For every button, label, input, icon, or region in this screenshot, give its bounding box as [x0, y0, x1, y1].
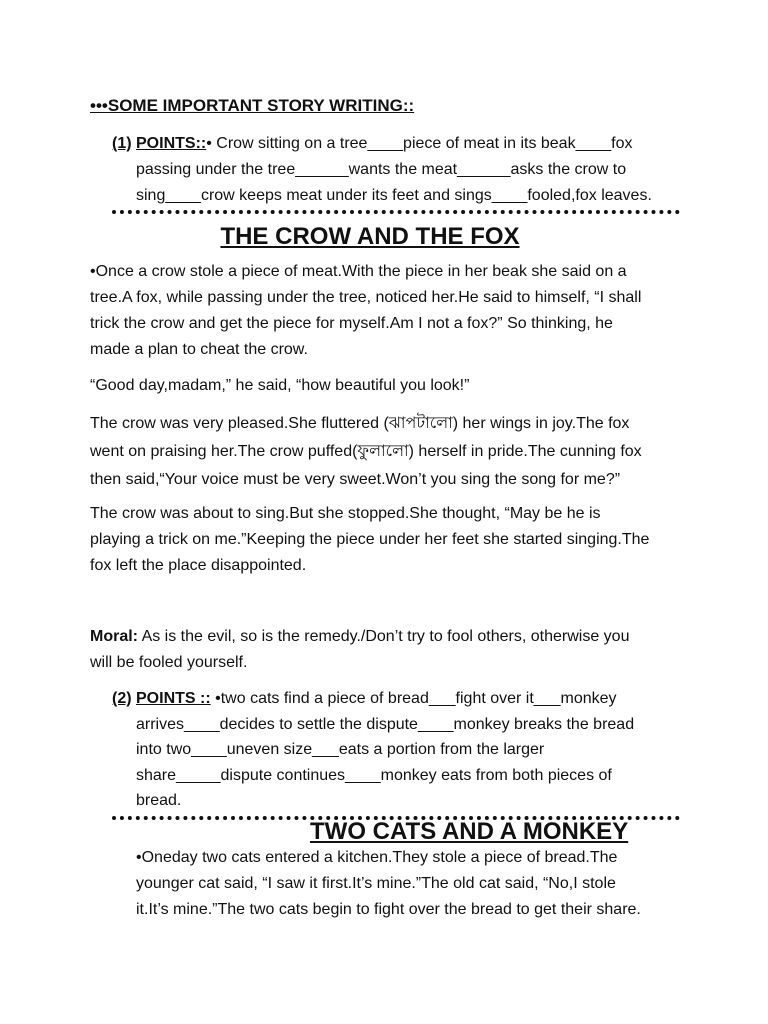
moral-line: will be fooled yourself. [90, 654, 248, 671]
points-number: (2) [112, 690, 132, 707]
points-label: POINTS:: [136, 135, 207, 152]
points-number: (1) [112, 135, 132, 152]
story-paragraph [90, 501, 680, 579]
paragraph-line: playing a trick on me.”Keeping the piece under her feet she started singing.The [90, 531, 650, 548]
paragraph-line: •Oneday two cats entered a kitchen.They stole a piece of bread.The [136, 849, 618, 866]
points-label: POINTS :: [136, 690, 211, 707]
paragraph-line: The crow was about to sing.But she stopped.She thought, “May be he is [90, 505, 601, 522]
points-line: passing under the tree______wants the meat______asks the crow to [136, 161, 627, 178]
paragraph-line: fox left the place disappointed. [90, 557, 307, 574]
story-paragraph [90, 259, 680, 363]
paragraph-line: younger cat said, “I saw it first.It’s mine.”The old cat said, “No,I stole [136, 875, 616, 892]
points-line [112, 686, 682, 712]
paragraph-line: The crow was very pleased.She fluttered (ঝাপটালো) her wings in joy.The fox [90, 415, 630, 432]
moral-paragraph [90, 624, 680, 676]
points-block-2 [112, 686, 682, 814]
paragraph-line: “Good day,madam,” he said, “how beautiful you look!” [90, 377, 470, 394]
paragraph-line: made a plan to cheat the crow. [90, 341, 308, 358]
page-heading: •••SOME IMPORTANT STORY WRITING:: [90, 96, 415, 115]
moral-line [90, 624, 680, 650]
moral-text: As is the evil, so is the remedy./Don’t try to fool others, otherwise you [138, 628, 630, 645]
points-line [112, 131, 682, 157]
paragraph-line: it.It’s mine.”The two cats begin to fight over the bread to get their share. [136, 901, 641, 918]
paragraph-line: went on praising her.The crow puffed(ফুলালো) herself in pride.The cunning fox [90, 443, 642, 460]
story-title: THE CROW AND THE FOX [220, 223, 520, 250]
points-line: share_____dispute continues____monkey eats from both pieces of [136, 766, 612, 784]
story-title: TWO CATS AND A MONKEY [310, 818, 629, 845]
points-text: • Crow sitting on a tree____piece of meat in its beak____fox [206, 135, 633, 152]
story-paragraph [90, 373, 680, 399]
dotted-divider [112, 210, 680, 214]
story-paragraph [136, 845, 696, 923]
points-line: bread. [136, 792, 182, 809]
points-text: •two cats find a piece of bread___fight over it___monkey [210, 690, 617, 707]
points-block-1 [112, 131, 682, 209]
points-line: into two____uneven size___eats a portion from the larger [136, 741, 545, 758]
paragraph-line: tree.A fox, while passing under the tree, noticed her.He said to himself, “I shall [90, 289, 642, 306]
points-line: sing____crow keeps meat under its feet and sings____fooled,fox leaves. [136, 187, 652, 204]
moral-label: Moral: [90, 628, 138, 645]
paragraph-line: then said,“Your voice must be very sweet.Won’t you sing the song for me?” [90, 471, 621, 488]
points-line: arrives____decides to settle the dispute____monkey breaks the bread [136, 715, 635, 733]
paragraph-line: •Once a crow stole a piece of meat.With the piece in her beak she said on a [90, 263, 627, 280]
story-paragraph [90, 410, 680, 494]
paragraph-line: trick the crow and get the piece for myself.Am I not a fox?” So thinking, he [90, 315, 613, 332]
